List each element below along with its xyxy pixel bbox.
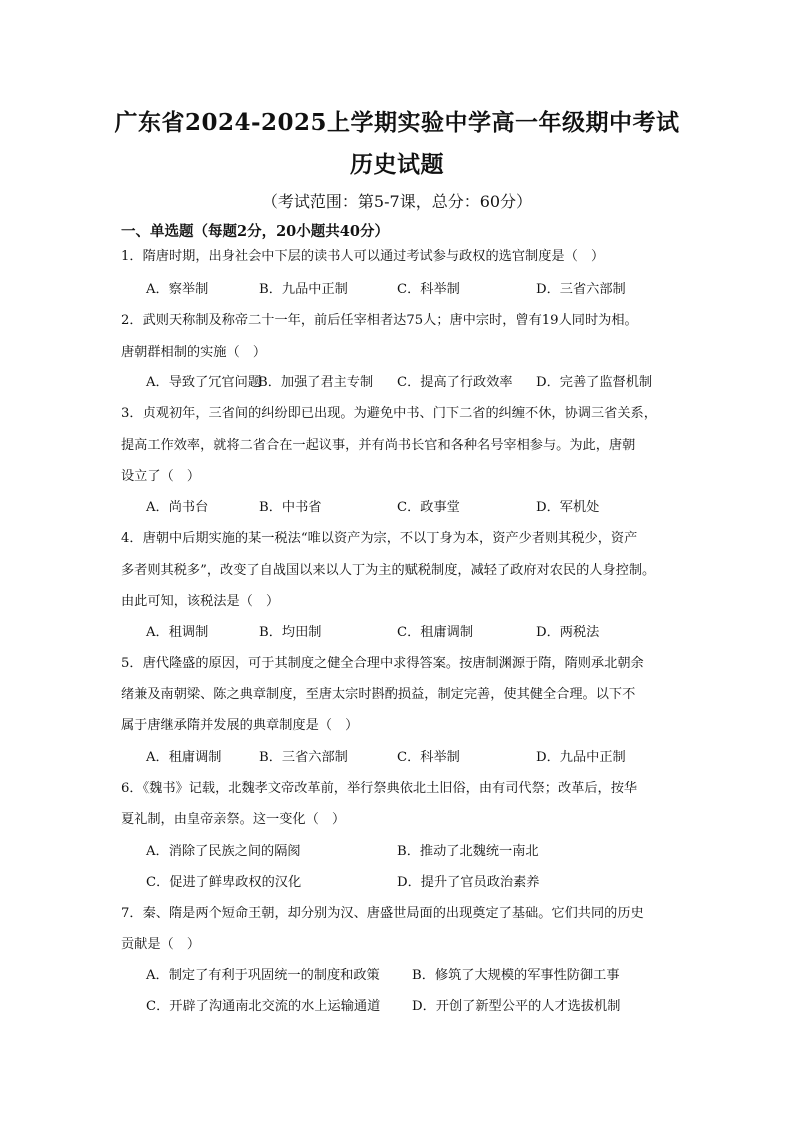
- question-5-option-a: A．租庸调制: [146, 750, 222, 765]
- question-3-option-a: A．尚书台: [146, 500, 209, 515]
- question-5-line-3: 属于唐继承隋并发展的典章制度是（ ）: [121, 718, 359, 733]
- question-4-option-b: B．均田制: [259, 625, 322, 640]
- question-6-option-b: B．推动了北魏统一南北: [397, 844, 539, 859]
- question-5-option-c: C．科举制: [397, 750, 460, 765]
- question-6-option-c: C．促进了鲜卑政权的汉化: [146, 875, 302, 890]
- question-6-line-2: 夏礼制，由皇帝亲祭。这一变化（ ）: [121, 812, 346, 827]
- question-4-line-3: 由此可知，该税法是（ ）: [121, 594, 280, 609]
- question-7-option-a: A．制定了有利于巩固统一的制度和政策: [146, 968, 380, 983]
- question-1-option-b: B．九品中正制: [259, 282, 348, 297]
- question-7-option-c: C．开辟了沟通南北交流的水上运输通道: [146, 999, 381, 1014]
- question-2-line-2: 唐朝群相制的实施（ ）: [121, 345, 267, 360]
- question-1-line-1: 1．隋唐时期，出身社会中下层的读书人可以通过考试参与政权的选官制度是（ ）: [121, 249, 605, 264]
- question-3-line-3: 设立了（ ）: [121, 469, 201, 484]
- question-5-option-b: B．三省六部制: [259, 750, 348, 765]
- question-1-option-d: D．三省六部制: [536, 282, 626, 297]
- question-3-line-1: 3．贞观初年，三省间的纠纷即已出现。为避免中书、门下二省的纠缠不休，协调三省关系，: [121, 406, 657, 421]
- question-2-option-a: A．导致了冗官问题: [146, 375, 262, 390]
- question-2-option-b: B．加强了君主专制: [258, 375, 374, 390]
- question-7-option-d: D．开创了新型公平的人才选拔机制: [412, 999, 621, 1014]
- exam-title: 广东省2024-2025上学期实验中学高一年级期中考试: [114, 109, 680, 136]
- question-1-option-c: C．科举制: [397, 282, 460, 297]
- exam-subject-title: 历史试题: [350, 151, 444, 178]
- question-3-option-c: C．政事堂: [397, 500, 460, 515]
- question-6-option-d: D．提升了官员政治素养: [397, 875, 540, 890]
- question-4-line-1: 4．唐朝中后期实施的某一税法“唯以资产为宗，不以丁身为本，资产少者则其税少，资产: [121, 531, 638, 546]
- exam-scope-subtitle: （考试范围：第5-7课，总分：60分）: [261, 192, 533, 211]
- question-7-option-b: B．修筑了大规模的军事性防御工事: [412, 968, 620, 983]
- question-4-option-d: D．两税法: [536, 625, 600, 640]
- section-heading: 一、单选题（每题2分，20小题共40分）: [121, 223, 389, 240]
- question-7-line-1: 7．秦、隋是两个短命王朝，却分别为汉、唐盛世局面的出现奠定了基础。它们共同的历史: [121, 906, 644, 921]
- question-7-line-2: 贡献是（ ）: [121, 937, 201, 952]
- question-2-option-d: D．完善了监督机制: [536, 375, 653, 390]
- question-3-line-2: 提高工作效率，就将二省合在一起议事，并有尚书长官和各种名号宰相参与。为此，唐朝: [121, 438, 636, 453]
- question-3-option-b: B．中书省: [259, 500, 322, 515]
- question-5-option-d: D．九品中正制: [536, 750, 626, 765]
- question-2-line-1: 2．武则天称制及称帝二十一年，前后任宰相者达75人；唐中宗时，曾有19人同时为相。: [121, 313, 638, 328]
- question-3-option-d: D．军机处: [536, 500, 600, 515]
- question-4-option-a: A．租调制: [146, 625, 209, 640]
- question-4-option-c: C．租庸调制: [397, 625, 474, 640]
- question-1-option-a: A．察举制: [146, 282, 209, 297]
- question-6-option-a: A．消除了民族之间的隔阂: [146, 844, 301, 859]
- question-5-line-1: 5．唐代隆盛的原因，可于其制度之健全合理中求得答案。按唐制渊源于隋，隋则承北朝余: [121, 656, 644, 671]
- question-5-line-2: 绪兼及南朝梁、陈之典章制度，至唐太宗时斟酌损益，制定完善，使其健全合理。以下不: [121, 687, 636, 702]
- question-6-line-1: 6．《魏书》记载，北魏孝文帝改革前，举行祭典依北土旧俗，由有司代祭；改革后，按华: [121, 781, 638, 796]
- question-2-option-c: C．提高了行政效率: [397, 375, 513, 390]
- question-4-line-2: 多者则其税多”，改变了自战国以来以人丁为主的赋税制度，减轻了政府对农民的人身控制。: [121, 563, 656, 578]
